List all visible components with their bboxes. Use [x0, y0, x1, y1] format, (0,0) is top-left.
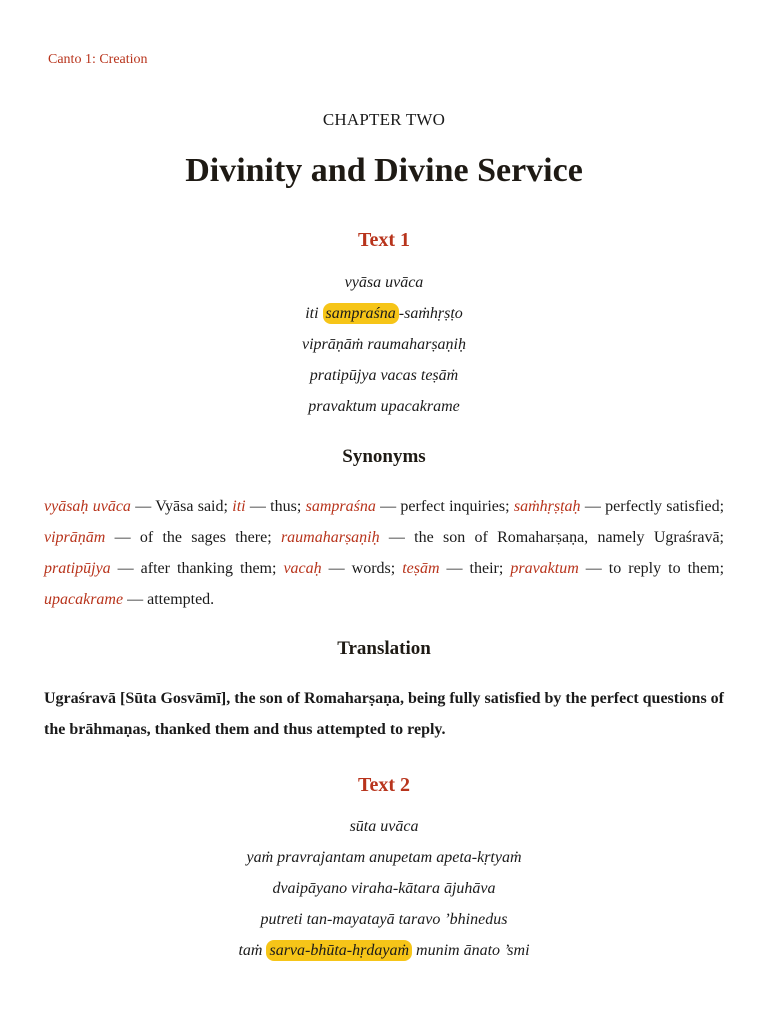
verse-line: pravaktum upacakrame — [308, 398, 460, 415]
verse-line: viprāṇāṁ raumaharṣaṇiḥ — [301, 336, 466, 353]
text-1-heading: Text 1 — [357, 229, 411, 251]
synonym-word: raumaharṣaṇiḥ — [280, 529, 380, 546]
synonym-meaning: — perfectly satisfied; — [580, 498, 725, 515]
verse-line: pratipūjya vacas teṣāṁ — [309, 367, 459, 384]
highlighted-word[interactable]: sarva-bhūta-hṛdayaṁ — [266, 940, 412, 961]
translation-heading: Translation — [337, 638, 431, 659]
synonym-word: viprāṇām — [44, 529, 106, 546]
verse-line: vyāsa uvāca — [344, 274, 424, 291]
synonym-meaning: — to reply to them; — [578, 560, 725, 577]
chapter-title: Divinity and Divine Service — [185, 152, 583, 189]
synonym-word: sampraśna — [305, 498, 376, 515]
verse-line — [0, 298, 768, 329]
synonym-word: pravaktum — [510, 560, 579, 577]
synonyms-heading: Synonyms — [342, 446, 426, 467]
synonym-meaning: — perfect inquiries; — [375, 498, 514, 515]
synonym-meaning: — the son of Romaharṣaṇa, namely Ugraśravā; — [379, 529, 725, 546]
synonym-meaning: — attempted. — [123, 591, 215, 608]
verse-text: munim ānato ’smi — [412, 942, 530, 959]
verse-text: iti — [305, 305, 323, 322]
synonym-meaning: — thus; — [245, 498, 306, 515]
verse-text: -saṁhṛṣṭo — [398, 305, 463, 322]
translation-paragraph: Ugraśravā [Sūta Gosvāmī], the son of Romaharṣaṇa, being fully satisfied by the perfect questions of the brāhmaṇas, thanked them and thus attempted to reply. — [44, 690, 724, 738]
verse-text: taṁ — [238, 942, 267, 959]
verse-line — [0, 935, 768, 966]
highlighted-word[interactable]: sampraśna — [323, 303, 399, 324]
synonym-word: vyāsaḥ uvāca — [44, 498, 131, 515]
synonym-word: vacaḥ — [283, 560, 322, 577]
synonym-word: upacakrame — [44, 591, 124, 608]
synonym-meaning: — Vyāsa said; — [130, 498, 233, 515]
synonyms-paragraph — [44, 491, 724, 615]
verse-line: sūta uvāca — [349, 818, 419, 835]
verse-line: yaṁ pravrajantam anupetam apeta-kṛtyaṁ — [246, 849, 522, 866]
text-2-verse — [0, 811, 768, 966]
synonym-word: iti — [232, 498, 246, 515]
synonym-meaning: — of the sages there; — [105, 529, 281, 546]
synonym-meaning: — words; — [321, 560, 403, 577]
synonym-meaning: — their; — [439, 560, 511, 577]
synonym-meaning: — after thanking them; — [110, 560, 284, 577]
canto-label: Canto 1: Creation — [48, 52, 148, 67]
verse-line: putreti tan-mayatayā taravo ’bhinedus — [260, 911, 508, 928]
synonym-word: saṁhṛṣṭaḥ — [513, 498, 581, 515]
synonym-word: teṣām — [402, 560, 440, 577]
synonym-word: pratipūjya — [44, 560, 111, 577]
verse-line: dvaipāyano viraha-kātara ājuhāva — [272, 880, 496, 897]
chapter-number: CHAPTER TWO — [322, 110, 446, 129]
text-2-heading: Text 2 — [357, 774, 411, 796]
text-1-verse — [0, 267, 768, 422]
